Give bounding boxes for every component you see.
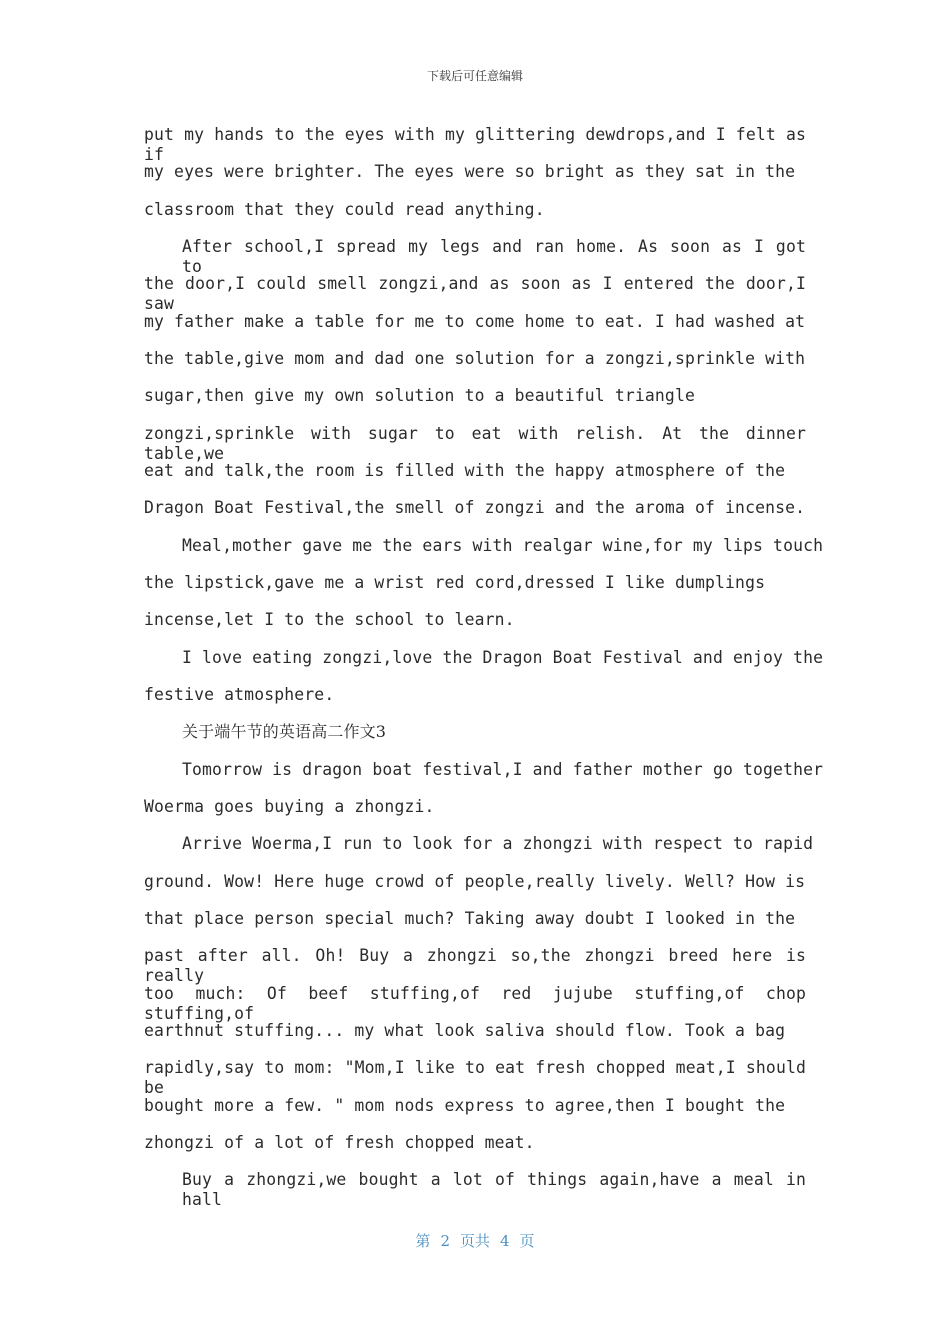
text-line: the table,give mom and dad one solution for a zongzi,sprinkle with [144, 348, 806, 368]
text-line: Tomorrow is dragon boat festival,I and father mother go together [182, 759, 824, 779]
text-line: Buy a zhongzi,we bought a lot of things again,have a meal in hall [182, 1170, 806, 1210]
text-line: Meal,mother gave me the ears with realgar wine,for my lips touch [182, 535, 824, 555]
text-line: festive atmosphere. [144, 684, 335, 704]
text-line: my father make a table for me to come home to eat. I had washed at [144, 311, 806, 331]
text-line: Dragon Boat Festival,the smell of zongzi and the aroma of incense. [144, 498, 806, 518]
text-line: ground. Wow! Here huge crowd of people,really lively. Well? How is [144, 871, 806, 891]
footer-current-page: 2 [440, 1232, 450, 1250]
footer-of-label: 页共 [459, 1232, 490, 1250]
text-line: classroom that they could read anything. [144, 199, 545, 219]
section-heading: 关于端午节的英语高二作文3 [182, 722, 387, 742]
page-footer [0, 1230, 950, 1251]
text-line: bought more a few. " mom nods express to agree,then I bought the [144, 1095, 786, 1115]
text-line: Arrive Woerma,I run to look for a zhongzi with respect to rapid [182, 834, 814, 854]
text-line: incense,let I to the school to learn. [144, 610, 515, 630]
text-line: past after all. Oh! Buy a zhongzi so,the zhongzi breed here is really [144, 946, 806, 986]
text-line: the door,I could smell zongzi,and as soon as I entered the door,I saw [144, 274, 806, 314]
text-line: earthnut stuffing... my what look saliva should flow. Took a bag [144, 1020, 786, 1040]
text-line: too much: Of beef stuffing,of red jujube stuffing,of chop stuffing,of [144, 983, 806, 1023]
text-line: rapidly,say to mom: "Mom,I like to eat fresh chopped meat,I should be [144, 1058, 806, 1098]
footer-page-label: 第 [415, 1232, 431, 1250]
text-line: After school,I spread my legs and ran home. As soon as I got to [182, 236, 806, 276]
text-line: eat and talk,the room is filled with the happy atmosphere of the [144, 460, 786, 480]
page-header: 下载后可任意编辑 [426, 69, 523, 83]
text-line: that place person special much? Taking away doubt I looked in the [144, 908, 796, 928]
text-line: sugar,then give my own solution to a beautiful triangle [144, 386, 695, 406]
text-line: my eyes were brighter. The eyes were so bright as they sat in the [144, 162, 796, 182]
text-line: Woerma goes buying a zhongzi. [144, 796, 435, 816]
text-line: I love eating zongzi,love the Dragon Boat Festival and enjoy the [182, 647, 824, 667]
footer-total-pages: 4 [500, 1232, 510, 1250]
text-line: zongzi,sprinkle with sugar to eat with relish. At the dinner table,we [144, 423, 806, 463]
text-line: put my hands to the eyes with my glittering dewdrops,and I felt as if [144, 125, 806, 164]
text-line: zhongzi of a lot of fresh chopped meat. [144, 1132, 535, 1152]
text-line: the lipstick,gave me a wrist red cord,dressed I like dumplings [144, 572, 766, 592]
footer-end-label: 页 [519, 1232, 535, 1250]
